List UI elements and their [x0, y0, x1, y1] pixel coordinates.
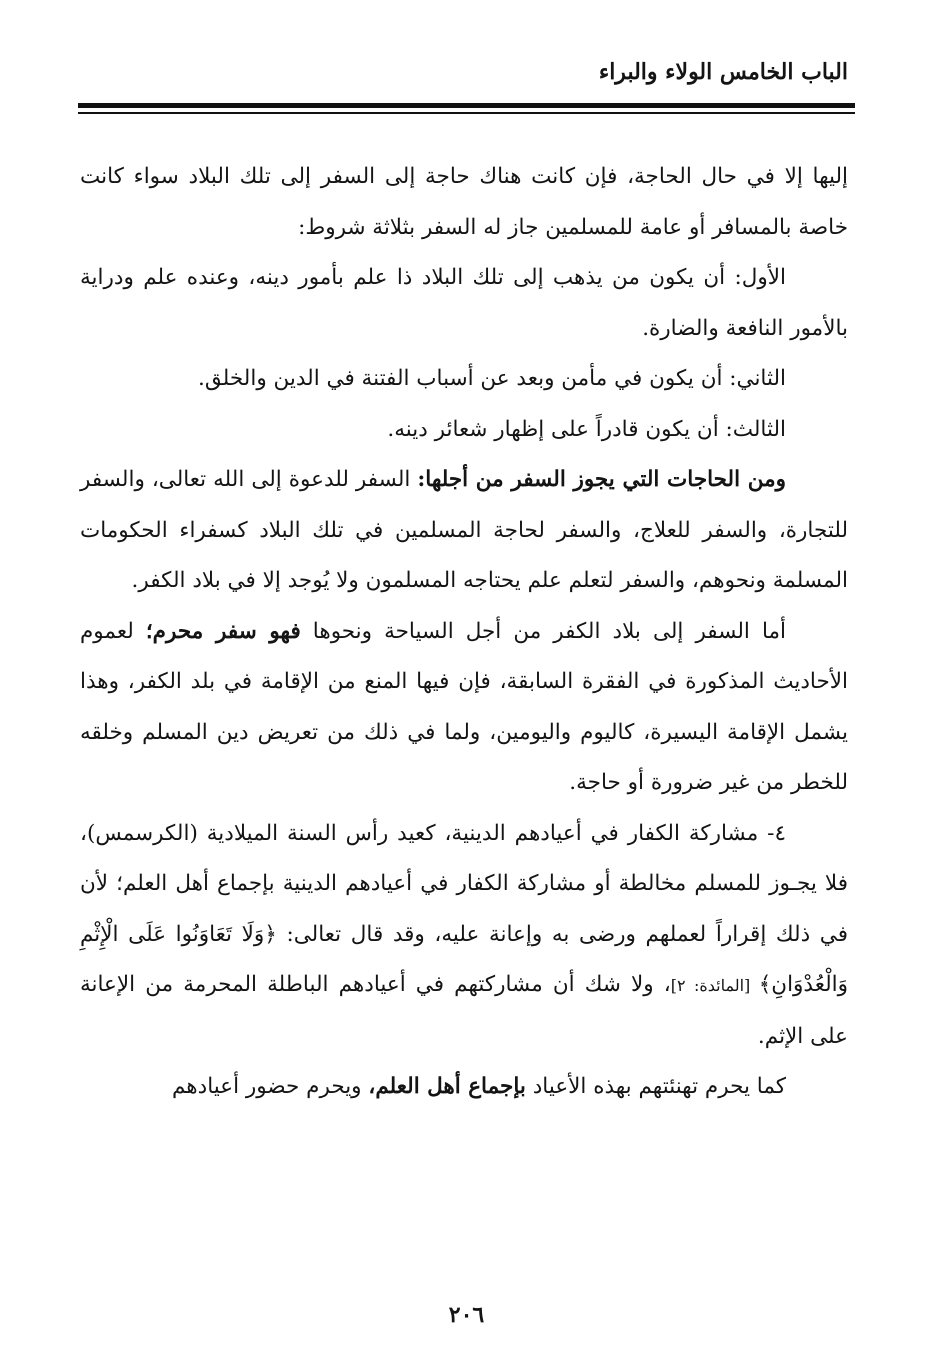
paragraph-condition-2: [80, 354, 848, 405]
page-number: ٢٠٦: [448, 1302, 485, 1328]
needs-heading: ومن الحاجات التي يجوز السفر من أجلها:: [417, 467, 786, 492]
condition-1-text: الأول: أن يكون من يذهب إلى تلك البلاد ذا علم بأمور دينه، وعنده علم ودراية بالأمور النافعة والضارة.: [80, 265, 848, 341]
greetings-text-a: كما يحرم تهنئتهم بهذه الأعياد: [525, 1074, 786, 1099]
verse-reference: [المائدة: ٢]: [670, 976, 759, 995]
header-rule-thin: [78, 112, 855, 114]
paragraph-festivals: [80, 809, 848, 1063]
running-header: [80, 55, 848, 95]
festivals-text-b: ، ولا شك أن مشاركتهم في أعيادهم الباطلة المحرمة من الإعانة على الإثم.: [80, 972, 848, 1049]
tourism-text-b: لعموم الأحاديث المذكورة في الفقرة السابقة، فإن فيها المنع من الإقامة في بلد الكفر، وهذا يشمل الإقامة اليسيرة، كاليوم واليومين، ولما في ذلك من تعريض دين المسلم وخلقه للخطر من غير ضرورة أو حاجة.: [80, 618, 848, 795]
condition-2-text: الثاني: أن يكون في مأمن وبعد عن أسباب الفتنة في الدين والخلق.: [198, 366, 786, 391]
header-rule-thick: [78, 103, 855, 108]
greetings-text-b: ويحرم حضور أعيادهم: [171, 1074, 369, 1099]
paragraph-condition-1: [80, 253, 848, 354]
paragraph-tourism: [80, 607, 848, 809]
tourism-text-a: أما السفر إلى بلاد الكفر من أجل السياحة ونحوها: [300, 618, 786, 644]
needs-text: السفر للدعوة إلى الله تعالى، والسفر للتجارة، والسفر للعلاج، والسفر لحاجة المسلمين في تلك البلاد كسفراء الحكومات المسلمة ونحوهم، والسفر لتعلم علم يحتاجه المسلمون ولا يُوجد إلا في بلاد الكفر.: [80, 467, 848, 593]
paragraph-condition-3: [80, 405, 848, 456]
chapter-title: الباب الخامس الولاء والبراء: [598, 59, 848, 85]
paragraph-1: [80, 152, 848, 253]
paragraph-greetings: [80, 1062, 848, 1113]
greetings-consensus: بإجماع أهل العلم،: [368, 1074, 526, 1099]
paragraph-1-text: إليها إلا في حال الحاجة، فإن كانت هناك حاجة إلى السفر إلى تلك البلاد سواء كانت خاصة بالمسافر أو عامة للمسلمين جاز له السفر بثلاثة شروط:: [80, 164, 848, 240]
festivals-text-a: ٤- مشاركة الكفار في أعيادهم الدينية، كعيد رأس السنة الميلادية (الكرسمس)، فلا يجـوز للمسلم مخالطة أو مشاركة الكفار في أعيادهم الدينية بإجماع أهل العلم؛ لأن في ذلك إقراراً لعملهم ورضى به وإعانة عليه، وقد قال تعالى:: [80, 820, 848, 947]
paragraph-needs: [80, 455, 848, 607]
quran-verse: ﴿وَلَا تَعَاوَنُوا عَلَى الْإِثْمِ وَالْعُدْوَانِ﴾: [80, 921, 848, 997]
tourism-ruling: فهو سفر محرم؛: [145, 618, 301, 644]
body-text: [80, 152, 848, 1113]
condition-3-text: الثالث: أن يكون قادراً على إظهار شعائر دينه.: [387, 416, 786, 442]
